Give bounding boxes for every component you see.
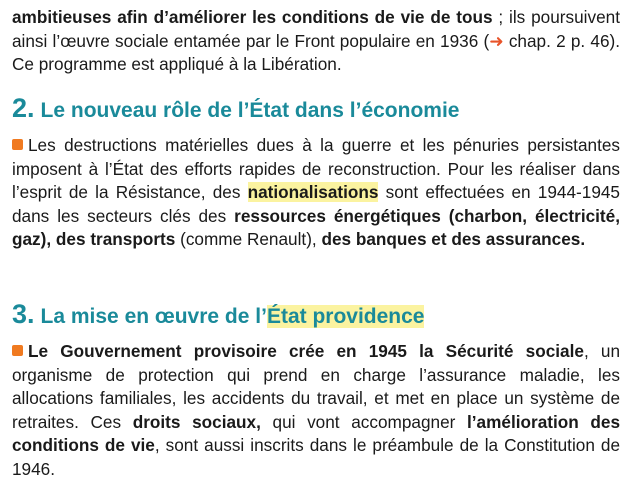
intro-paragraph [12, 6, 620, 77]
orange-square-bullet-icon [12, 139, 23, 150]
section-3-heading [12, 300, 620, 331]
intro-text: ; ils poursuivent ainsi l’œuvre sociale entamée par le Front populaire en 1936 ( [12, 7, 620, 51]
section-2-paragraph [12, 134, 620, 252]
chapter-reference: chap. 2 p. 46). Ce programme est appliqué à la Libération. [12, 30, 620, 75]
section-2-text-1: Les destructions matérielles dues à la guerre et les pénuries persistantes imposent à l’État des efforts rapides de reconstruction. Pour les réaliser dans l’esprit de la Résistance, des [12, 135, 620, 203]
intro-bold: ambitieuses afin d’améliorer les conditions de vie de tous [12, 7, 493, 27]
section-2-text-3: (comme Renault), [175, 229, 322, 250]
section-3-text-2: qui vont accompagner [260, 411, 467, 432]
section-3-text-3: , sont aussi inscrits dans le préambule de la Constitution de 1946. [12, 435, 621, 479]
section-3-bold-2: droits sociaux, [132, 411, 261, 432]
section-3-paragraph [12, 340, 620, 482]
section-3-number: 3. [12, 299, 35, 329]
red-arrow-icon: ➜ [489, 30, 504, 51]
section-3-bold-1: Le Gouvernement provisoire crée en 1945 la Sécurité sociale [28, 341, 584, 361]
section-3-text-1: , un organisme de protection qui prend en charge l’assurance maladie, les allocations familiales, les accidents du travail, et met en place un système de retraites. Ces [12, 341, 621, 432]
section-2-bold-1: ressources énergétiques (charbon, électricité, gaz), des transports [12, 205, 620, 250]
section-2-heading [12, 94, 620, 125]
section-3-title: La mise en œuvre de l’ [40, 305, 267, 328]
section-2-text-2: sont effectuées en 1944-1945 dans les secteurs clés des [12, 182, 620, 226]
nationalisations-highlight: nationalisations [247, 182, 379, 203]
orange-square-bullet-icon [12, 345, 23, 356]
section-2-bold-2: des banques et des assurances. [321, 229, 586, 250]
section-2-number: 2. [12, 93, 35, 123]
etat-providence-highlight: État providence [266, 305, 425, 328]
section-2-title: Le nouveau rôle de l’État dans l’économie [40, 99, 460, 122]
section-3-bold-3: l’amélioration des conditions de vie [12, 411, 620, 456]
